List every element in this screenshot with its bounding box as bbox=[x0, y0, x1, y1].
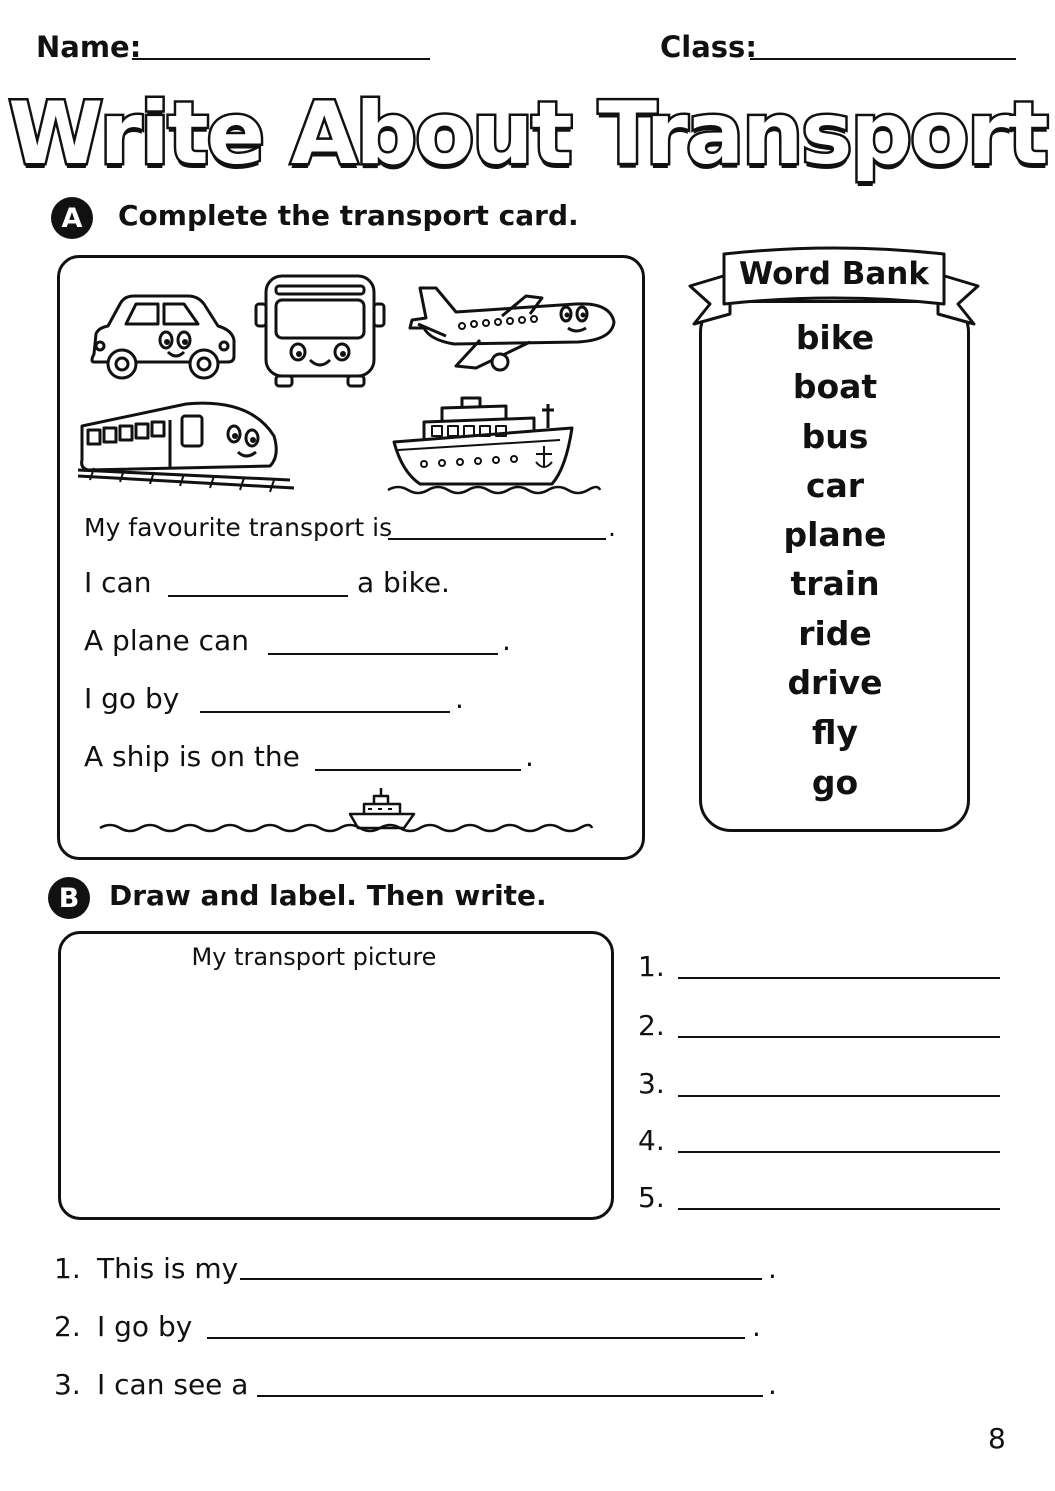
name-line[interactable] bbox=[132, 58, 430, 60]
word-bank-item: train bbox=[790, 564, 880, 603]
label-number: 4. bbox=[638, 1124, 665, 1157]
this-is-my-blank[interactable] bbox=[240, 1278, 762, 1280]
sentence-number: 3. bbox=[54, 1368, 81, 1401]
favourite-transport-text: My favourite transport is bbox=[84, 513, 393, 542]
i-go-by-text: I go by bbox=[97, 1310, 193, 1343]
car-icon bbox=[84, 290, 240, 384]
page-number: 8 bbox=[988, 1422, 1006, 1455]
label-number: 2. bbox=[638, 1009, 665, 1042]
this-is-my-period: . bbox=[768, 1252, 777, 1285]
i-go-by-blank[interactable] bbox=[207, 1337, 745, 1339]
section-a-badge: A bbox=[51, 197, 93, 239]
label-number: 3. bbox=[638, 1067, 665, 1100]
sentence-number: 1. bbox=[54, 1252, 81, 1285]
word-bank-item: ride bbox=[798, 614, 872, 653]
i-can-after: a bike. bbox=[357, 566, 450, 599]
word-bank-item: boat bbox=[792, 367, 878, 406]
i-can-see-blank[interactable] bbox=[257, 1395, 763, 1397]
word-bank-item: go bbox=[811, 763, 859, 802]
i-can-see-text: I can see a bbox=[97, 1368, 249, 1401]
label-line[interactable] bbox=[678, 1036, 1000, 1038]
drawing-box-label: My transport picture bbox=[191, 943, 437, 971]
label-number: 5. bbox=[638, 1181, 665, 1214]
label-line[interactable] bbox=[678, 977, 1000, 979]
plane-can-blank[interactable] bbox=[268, 653, 498, 655]
section-b-badge: B bbox=[48, 877, 90, 919]
label-line[interactable] bbox=[678, 1208, 1000, 1210]
label-number: 1. bbox=[638, 950, 665, 983]
i-can-blank[interactable] bbox=[168, 595, 348, 597]
ship-on-period: . bbox=[525, 740, 534, 773]
ship-on-blank[interactable] bbox=[315, 769, 521, 771]
word-bank-title: Word Bank bbox=[739, 256, 929, 292]
go-by-blank[interactable] bbox=[200, 711, 450, 713]
favourite-transport-blank[interactable] bbox=[388, 538, 606, 540]
label-line[interactable] bbox=[678, 1151, 1000, 1153]
go-by-period: . bbox=[455, 682, 464, 715]
i-go-by-period: . bbox=[752, 1310, 761, 1343]
word-bank-item: car bbox=[805, 466, 865, 505]
word-bank-item: drive bbox=[787, 663, 883, 702]
bus-icon bbox=[254, 272, 386, 390]
ship-icon bbox=[384, 392, 604, 496]
word-bank-item: plane bbox=[783, 515, 887, 554]
word-bank-item: fly bbox=[812, 713, 858, 752]
plane-icon bbox=[406, 282, 620, 380]
drawing-box[interactable] bbox=[58, 931, 614, 1220]
word-bank-item: bus bbox=[801, 417, 869, 456]
go-by-text: I go by bbox=[84, 682, 180, 715]
class-line[interactable] bbox=[750, 58, 1016, 60]
name-label: Name: bbox=[36, 30, 142, 64]
plane-can-text: A plane can bbox=[84, 624, 249, 657]
train-icon bbox=[74, 396, 298, 496]
i-can-see-period: . bbox=[768, 1368, 777, 1401]
ship-on-text: A ship is on the bbox=[84, 740, 300, 773]
word-bank-item: bike bbox=[795, 318, 875, 357]
favourite-transport-period: . bbox=[608, 513, 616, 542]
section-a-instruction: Complete the transport card. bbox=[118, 199, 579, 232]
label-line[interactable] bbox=[678, 1095, 1000, 1097]
section-b-instruction: Draw and label. Then write. bbox=[109, 879, 547, 912]
page-title: Write About Transport bbox=[8, 84, 1047, 184]
class-label: Class: bbox=[660, 30, 757, 64]
plane-can-period: . bbox=[502, 624, 511, 657]
sentence-number: 2. bbox=[54, 1310, 81, 1343]
small-boat-icon bbox=[98, 784, 594, 836]
this-is-my-text: This is my bbox=[97, 1252, 239, 1285]
i-can-text: I can bbox=[84, 566, 152, 599]
